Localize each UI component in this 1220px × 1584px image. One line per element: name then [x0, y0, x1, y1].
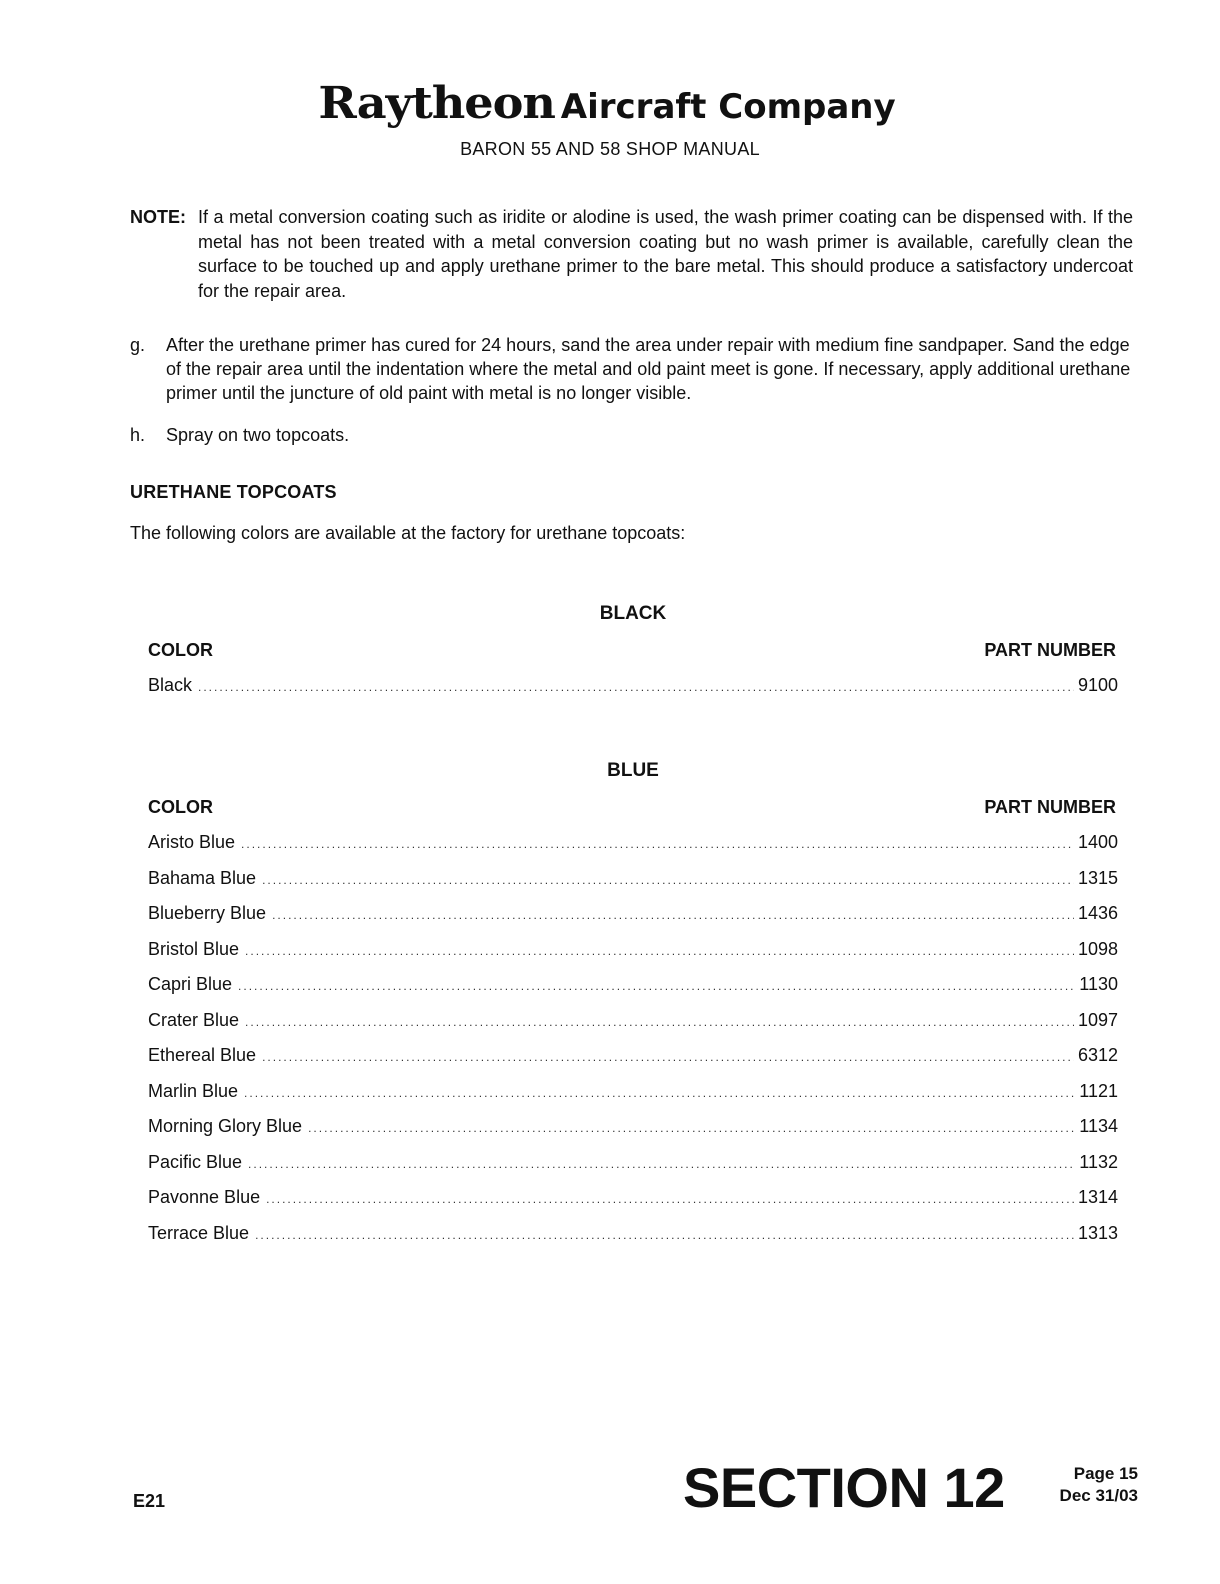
color-name: Morning Glory Blue — [148, 1116, 303, 1136]
company-brand — [0, 80, 1220, 131]
color-name: Aristo Blue — [148, 832, 236, 852]
part-number: 1098 — [1077, 938, 1118, 959]
leader-dots — [245, 1015, 1074, 1029]
leader-dots — [248, 1157, 1075, 1171]
column-headers — [148, 640, 1116, 661]
color-row — [148, 903, 1118, 939]
color-name: Bristol Blue — [148, 938, 240, 959]
color-name: Capri Blue — [148, 974, 233, 994]
step-letter: h. — [130, 425, 146, 445]
leader-dots — [262, 1050, 1074, 1064]
color-row — [148, 868, 1118, 904]
page-code: E21 — [133, 1491, 166, 1511]
color-name: Crater Blue — [148, 1009, 240, 1030]
color-row — [148, 1223, 1118, 1259]
color-row — [148, 832, 1118, 868]
color-name: Terrace Blue — [148, 1222, 250, 1243]
part-number: 1134 — [1079, 1116, 1118, 1136]
part-number-column-header: PART NUMBER — [984, 797, 1116, 817]
leader-dots — [244, 1086, 1075, 1100]
column-headers — [148, 797, 1116, 818]
color-row — [148, 675, 1118, 711]
part-number: 1097 — [1077, 1009, 1118, 1030]
color-row — [148, 1187, 1118, 1223]
color-row — [148, 974, 1118, 1010]
group-title-blue: BLUE — [607, 760, 659, 781]
color-name: Black — [148, 675, 193, 695]
note-block — [130, 205, 1133, 303]
intro-text: The following colors are available at the factory for urethane topcoats: — [130, 523, 686, 543]
group-title-black: BLACK — [599, 603, 667, 624]
color-list-blue — [148, 832, 1118, 1258]
step-text: After the urethane primer has cured for 24 hours, sand the area under repair with medium fine sandpaper. Sand the edge of the repair area until the indentation where the metal and old paint meet is gone. If necessary, apply additional urethane primer until the juncture of old paint with metal is no longer visible. — [166, 335, 1131, 403]
part-number: 1121 — [1079, 1080, 1118, 1101]
color-row — [148, 1116, 1118, 1152]
raytheon-logo: Raytheon — [318, 78, 556, 129]
color-row — [148, 1081, 1118, 1117]
part-number-column-header: PART NUMBER — [984, 640, 1116, 660]
color-name: Pacific Blue — [148, 1151, 243, 1172]
color-name: Marlin Blue — [148, 1080, 239, 1101]
page-header — [0, 80, 1220, 160]
leader-dots — [255, 1228, 1074, 1242]
note-label: NOTE: — [130, 207, 186, 227]
color-row — [148, 1010, 1118, 1046]
leader-dots — [198, 680, 1074, 694]
color-column-header: COLOR — [148, 797, 213, 817]
revision-date: Dec 31/03 — [1059, 1486, 1138, 1505]
page-number: Page 15 — [1073, 1464, 1138, 1483]
color-row — [148, 1152, 1118, 1188]
manual-title: BARON 55 AND 58 SHOP MANUAL — [460, 139, 760, 159]
note-text: If a metal conversion coating such as iridite or alodine is used, the wash primer coating can be dispensed with. If the metal has not been treated with a metal conversion coating but no wash primer is available, carefully clean the surface to be touched up and apply urethane primer to the bare metal. This should produce a satisfactory undercoat for the repair area. — [198, 207, 1133, 301]
leader-dots — [272, 908, 1074, 922]
leader-dots — [308, 1121, 1075, 1135]
part-number: 1315 — [1077, 867, 1118, 888]
color-name: Ethereal Blue — [148, 1045, 257, 1065]
part-number: 1130 — [1079, 974, 1118, 994]
step-letter: g. — [130, 335, 146, 355]
step-g — [130, 333, 1133, 405]
step-text: Spray on two topcoats. — [166, 425, 350, 445]
color-name: Blueberry Blue — [148, 903, 267, 923]
company-name: Aircraft Company — [560, 87, 896, 127]
color-column-header: COLOR — [148, 640, 213, 660]
part-number: 1400 — [1077, 832, 1118, 852]
color-row — [148, 939, 1118, 975]
part-number: 1314 — [1077, 1187, 1118, 1207]
part-number: 1436 — [1077, 903, 1118, 923]
color-name: Bahama Blue — [148, 867, 257, 888]
color-name: Pavonne Blue — [148, 1187, 261, 1207]
section-heading: URETHANE TOPCOATS — [130, 482, 337, 502]
section-title: SECTION 12 — [683, 1456, 1005, 1519]
leader-dots — [266, 1192, 1074, 1206]
part-number: 6312 — [1077, 1045, 1118, 1065]
leader-dots — [238, 979, 1075, 993]
color-row — [148, 1045, 1118, 1081]
part-number: 1313 — [1077, 1222, 1118, 1243]
leader-dots — [262, 873, 1074, 887]
page-info — [1040, 1463, 1138, 1507]
step-h — [130, 423, 1133, 447]
leader-dots — [241, 837, 1074, 851]
leader-dots — [245, 944, 1074, 958]
part-number: 9100 — [1077, 675, 1118, 695]
color-list-black — [148, 675, 1118, 711]
part-number: 1132 — [1079, 1151, 1118, 1172]
